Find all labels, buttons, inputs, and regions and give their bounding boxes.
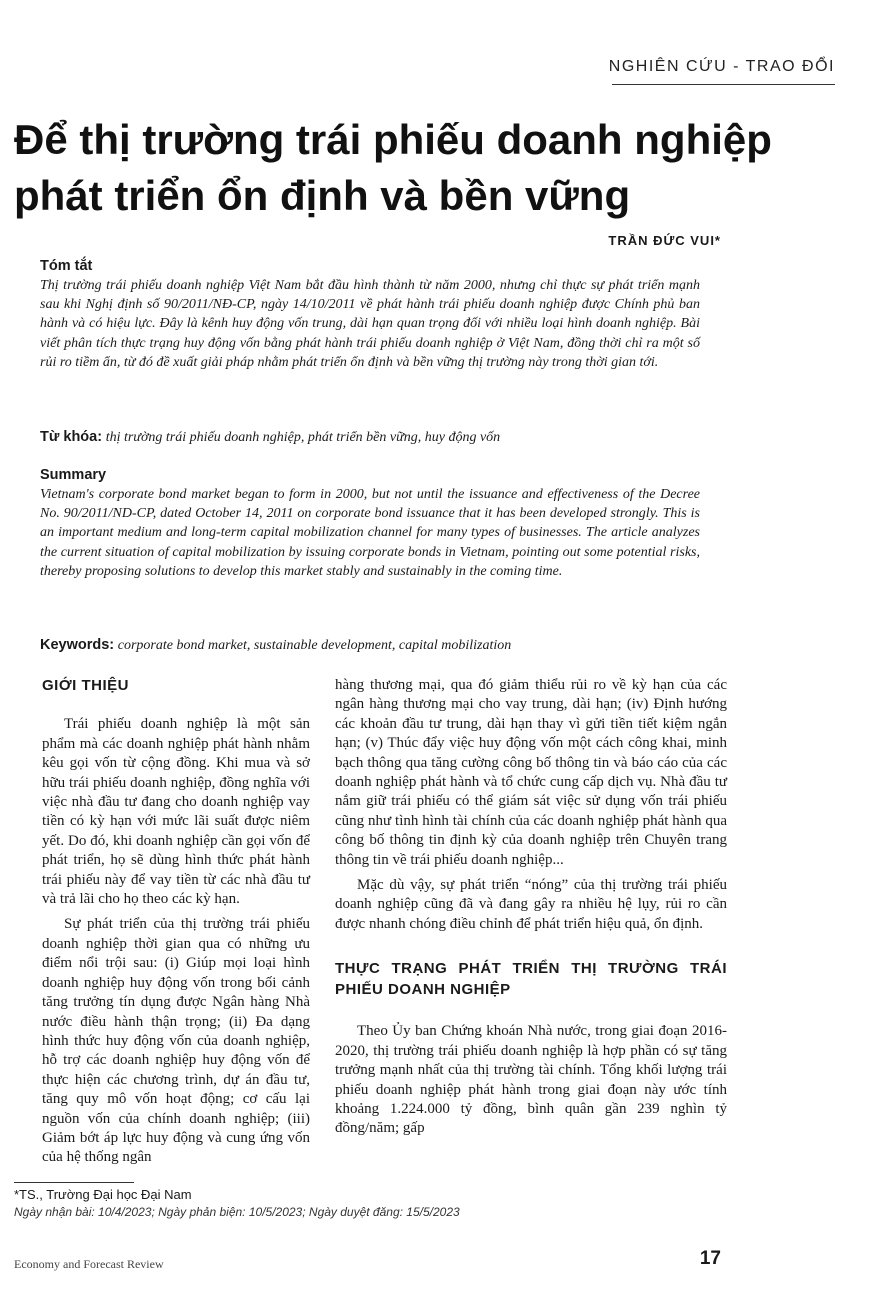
journal-name: Economy and Forecast Review	[14, 1257, 164, 1271]
tomtat-text: Thị trường trái phiếu doanh nghiệp Việt Nam bắt đầu hình thành từ năm 2000, nhưng chỉ thực sự phát triển mạnh sau khi Nghị định số 90/2011/NĐ-CP, ngày 14/10/2011 về phát hành trái phiếu doanh nghiệp được Chính phủ ban hành và có hiệu lực. Đây là kênh huy động vốn trung, dài hạn quan trọng đối với nhiều loại hình doanh nghiệp. Bài viết phân tích thực trạng huy động vốn bằng phát hành trái phiếu doanh nghiệp ở Việt Nam, đồng thời chỉ ra một số rủi ro tiềm ẩn, từ đó đề xuất giải pháp nhằm phát triển ổn định và bền vững thị trường này trong thời gian tới.	[40, 278, 700, 370]
paragraph: Trái phiếu doanh nghiệp là một sản phẩm mà các doanh nghiệp phát hành nhằm kêu gọi vốn từ cộng đồng. Khi mua và sở hữu trái phiếu doanh nghiệp, đồng nghĩa với việc nhà đầu tư đang cho doanh nghiệp vay tiền có kỳ hạn với mức lãi suất được niêm yết. Do đó, khi doanh nghiệp cần gọi vốn để phát triển, họ sẽ dùng hình thức phát hành trái phiếu này để vay tiền từ các nhà đầu tư và trả lãi cho họ theo các kỳ hạn.	[42, 716, 310, 908]
keywords-label: Keywords:	[40, 637, 115, 653]
author-name: TRẦN ĐỨC VUI*	[608, 233, 721, 248]
tukhoa-label: Từ khóa:	[40, 429, 103, 445]
keywords-text: corporate bond market, sustainable development, capital mobilization	[117, 638, 512, 653]
review-dates: Ngày nhận bài: 10/4/2023; Ngày phản biện: 10/5/2023; Ngày duyệt đăng: 15/5/2023	[14, 1205, 460, 1219]
left-column	[42, 676, 310, 1168]
summary-text: Vietnam's corporate bond market began to form in 2000, but not until the issuance and effectiveness of the Decree No. 90/2011/ND-CP, dated October 14, 2011 on corporate bond issuance that it has been developed strongly. This is an important medium and long-term capital mobilization channel for many types of businesses. The article analyzes the current situation of capital mobilization by issuing corporate bonds in Vietnam, pointing out some potential risks, thereby proposing solutions to develop this market stably and sustainably in the coming time.	[40, 487, 700, 579]
heading-status: THỰC TRẠNG PHÁT TRIỂN THỊ TRƯỜNG TRÁI PHIẾU DOANH NGHIỆP	[335, 960, 727, 999]
page-number: 17	[699, 1248, 721, 1269]
summary-label: Summary	[40, 467, 107, 483]
paragraph: hàng thương mại, qua đó giảm thiểu rủi ro về kỳ hạn của các ngân hàng thương mại cho vay trung, dài hạn; (iv) Định hướng các khoản đầu tư trung, dài hạn thay vì gửi tiền tiết kiệm ngắn hạn; (v) Thúc đẩy việc huy động vốn một cách công khai, minh bạch thông qua tăng cường công bố thông tin và báo cáo của các doanh nghiệp phát hành và tổ chức cung cấp dịch vụ. Nhà đầu tư nắm giữ trái phiếu có thể giám sát việc sử dụng vốn trái phiếu cũng như tình hình tài chính của các doanh nghiệp phát hành qua công bố thông tin định kỳ của doanh nghiệp trên Chuyên trang thông tin về trái phiếu doanh nghiệp...	[335, 677, 727, 868]
section-tag: NGHIÊN CỨU - TRAO ĐỔI	[608, 58, 835, 75]
paragraph: Mặc dù vậy, sự phát triển “nóng” của thị trường trái phiếu doanh nghiệp cũng đã và đang gây ra nhiều hệ lụy, rủi ro cần được nhanh chóng điều chỉnh để phát triển hiệu quả, ổn định.	[335, 877, 727, 932]
vietnamese-keywords	[40, 429, 700, 446]
footnote-rule	[14, 1182, 134, 1183]
english-summary	[40, 467, 700, 581]
heading-intro: GIỚI THIỆU	[42, 677, 129, 694]
english-keywords	[40, 637, 700, 654]
author-affiliation: *TS., Trường Đại học Đại Nam	[14, 1187, 192, 1202]
paragraph: Theo Ủy ban Chứng khoán Nhà nước, trong giai đoạn 2016-2020, thị trường trái phiếu doanh nghiệp là hợp phần có sự tăng trưởng mạnh nhất của thị trường tài chính. Tổng khối lượng trái phiếu doanh nghiệp phát hành trong giai đoạn này ước tính khoảng 1.224.000 tỷ đồng, bình quân gần 239 nghìn tỷ đồng/năm; gấp	[335, 1023, 727, 1137]
right-column	[335, 676, 727, 1139]
paragraph: Sự phát triển của thị trường trái phiếu doanh nghiệp thời gian qua có những ưu điểm nổi trội sau: (i) Giúp mọi loại hình doanh nghiệp huy động vốn trong bối cảnh tăng trưởng tín dụng được Ngân hàng Nhà nước điều hành thận trọng; (ii) Đa dạng hình thức huy động vốn của doanh nghiệp, hỗ trợ các doanh nghiệp huy động vốn để thực hiện các chương trình, dự án đầu tư, tăng quy mô vốn hoạt động; cơ cấu lại nguồn vốn của chính doanh nghiệp; (iii) Giảm bớt áp lực huy động và cung ứng vốn của hệ thống ngân	[42, 916, 310, 1166]
header-rule	[612, 84, 835, 85]
article-title: Để thị trường trái phiếu doanh nghiệp phát triển ổn định và bền vững	[14, 116, 772, 219]
tomtat-label: Tóm tắt	[40, 258, 93, 274]
tukhoa-text: thị trường trái phiếu doanh nghiệp, phát triển bền vững, huy động vốn	[105, 430, 501, 445]
vietnamese-abstract	[40, 258, 700, 372]
